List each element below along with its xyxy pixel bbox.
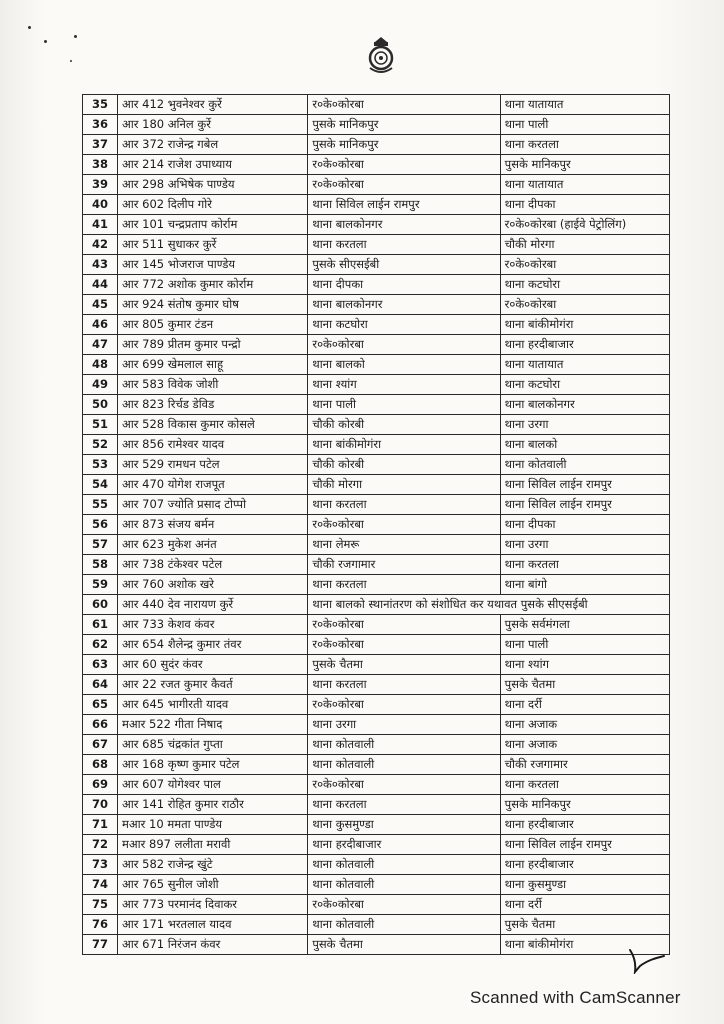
table-row [83,315,670,335]
employee-name: आर 298 अभिषेक पाण्डेय [118,175,308,195]
table-row [83,255,670,275]
table-row [83,575,670,595]
table-row [83,455,670,475]
current-posting: चौकी कोरबी [308,455,500,475]
serial-number: 49 [83,375,118,395]
serial-number: 72 [83,835,118,855]
table-row [83,235,670,255]
current-posting: थाना करतला [308,675,500,695]
employee-name: आर 22 रजत कुमार कैवर्त [118,675,308,695]
table-row [83,135,670,155]
scan-speck [74,35,77,38]
employee-name: आर 685 चंद्रकांत गुप्ता [118,735,308,755]
new-posting: थाना उरगा [500,415,669,435]
current-posting: र०के०कोरबा [308,695,500,715]
employee-name: आर 805 कुमार टंडन [118,315,308,335]
table-row [83,155,670,175]
current-posting: थाना कोतवाली [308,755,500,775]
current-posting: थाना कोतवाली [308,875,500,895]
new-posting: पुसके चैतमा [500,915,669,935]
serial-number: 70 [83,795,118,815]
serial-number: 54 [83,475,118,495]
employee-name: आर 765 सुनील जोशी [118,875,308,895]
new-posting: थाना कटघोरा [500,275,669,295]
employee-name: आर 789 प्रीतम कुमार पन्द्रो [118,335,308,355]
table-row [83,115,670,135]
table-row [83,795,670,815]
table-row [83,195,670,215]
table-row [83,935,670,955]
table-row [83,595,670,615]
current-posting: र०के०कोरबा [308,615,500,635]
employee-name: आर 607 योगेश्वर पाल [118,775,308,795]
current-posting: र०के०कोरबा [308,515,500,535]
serial-number: 51 [83,415,118,435]
current-posting: र०के०कोरबा [308,335,500,355]
serial-number: 53 [83,455,118,475]
employee-name: आर 707 ज्योति प्रसाद टोप्पो [118,495,308,515]
current-posting: पुसके सीएसईबी [308,255,500,275]
current-posting: पुसके चैतमा [308,655,500,675]
serial-number: 38 [83,155,118,175]
new-posting: थाना हरदीबाजार [500,855,669,875]
current-posting: थाना करतला [308,795,500,815]
new-posting: थाना हरदीबाजार [500,815,669,835]
new-posting: पुसके मानिकपुर [500,795,669,815]
table-row [83,415,670,435]
employee-name: आर 823 रिर्चड डेविड [118,395,308,415]
serial-number: 41 [83,215,118,235]
transfer-list-table [82,94,670,955]
new-posting: थाना बांकीमोगंरा [500,935,669,955]
serial-number: 64 [83,675,118,695]
employee-name: आर 145 भोजराज पाण्डेय [118,255,308,275]
serial-number: 71 [83,815,118,835]
new-posting: थाना यातायात [500,95,669,115]
employee-name: आर 528 विकास कुमार कोसले [118,415,308,435]
employee-name: आर 671 निरंजन कंवर [118,935,308,955]
current-posting: र०के०कोरबा [308,635,500,655]
new-posting: चौकी रजगामार [500,755,669,775]
current-posting: थाना पाली [308,395,500,415]
employee-name: आर 412 भुवनेश्वर कुर्रे [118,95,308,115]
police-emblem-icon [364,36,398,76]
new-posting: थाना बालकोनगर [500,395,669,415]
table-row [83,495,670,515]
employee-name: आर 602 दिलीप गोरे [118,195,308,215]
new-posting: थाना यातायात [500,175,669,195]
new-posting: थाना दर्री [500,695,669,715]
employee-name: आर 623 मुकेश अनंत [118,535,308,555]
table-row [83,815,670,835]
current-posting: पुसके मानिकपुर [308,135,500,155]
scan-speck [28,26,31,29]
table-row [83,275,670,295]
table-row [83,635,670,655]
employee-name: आर 214 राजेश उपाध्याय [118,155,308,175]
current-posting: र०के०कोरबा [308,95,500,115]
serial-number: 74 [83,875,118,895]
new-posting: थाना कटघोरा [500,375,669,395]
new-posting: थाना बालको [500,435,669,455]
new-posting: थाना करतला [500,775,669,795]
current-posting: चौकी रजगामार [308,555,500,575]
new-posting: थाना कुसमुण्डा [500,875,669,895]
new-posting: थाना उरगा [500,535,669,555]
serial-number: 58 [83,555,118,575]
new-posting: थाना सिविल लाईन रामपुर [500,475,669,495]
employee-name: आर 141 रोहित कुमार राठौर [118,795,308,815]
serial-number: 37 [83,135,118,155]
serial-number: 69 [83,775,118,795]
employee-name: आर 738 टंकेश्वर पटेल [118,555,308,575]
current-posting: चौकी कोरबी [308,415,500,435]
employee-name: आर 856 रामेश्वर यादव [118,435,308,455]
table-row [83,535,670,555]
serial-number: 55 [83,495,118,515]
employee-name: आर 772 अशोक कुमार कोर्राम [118,275,308,295]
new-posting: पुसके चैतमा [500,675,669,695]
serial-number: 76 [83,915,118,935]
serial-number: 61 [83,615,118,635]
serial-number: 73 [83,855,118,875]
current-posting: थाना श्यांग [308,375,500,395]
table-row [83,875,670,895]
current-posting: थाना कोतवाली [308,735,500,755]
serial-number: 66 [83,715,118,735]
employee-name: आर 440 देव नारायण कुर्रे [118,595,308,615]
table-row [83,855,670,875]
employee-name: आर 760 अशोक खरे [118,575,308,595]
scanner-watermark: Scanned with CamScanner [470,988,681,1007]
new-posting: थाना करतला [500,135,669,155]
serial-number: 45 [83,295,118,315]
serial-number: 42 [83,235,118,255]
employee-name: आर 654 शैलेन्द्र कुमार तंवर [118,635,308,655]
serial-number: 36 [83,115,118,135]
serial-number: 56 [83,515,118,535]
signature-mark [626,946,666,974]
new-posting: र०के०कोरबा [500,295,669,315]
table-row [83,735,670,755]
new-posting: थाना यातायात [500,355,669,375]
new-posting: थाना अजाक [500,715,669,735]
new-posting: थाना सिविल लाईन रामपुर [500,495,669,515]
new-posting: र०के०कोरबा [500,255,669,275]
scan-speck [70,60,72,62]
serial-number: 50 [83,395,118,415]
new-posting: थाना दीपका [500,515,669,535]
employee-name: आर 168 कृष्ण कुमार पटेल [118,755,308,775]
new-posting: थाना बांकीमोगंरा [500,315,669,335]
current-posting: र०के०कोरबा [308,895,500,915]
employee-name: आर 773 परमानंद दिवाकर [118,895,308,915]
table-row [83,675,670,695]
serial-number: 67 [83,735,118,755]
employee-name: आर 582 राजेन्द्र खुंटे [118,855,308,875]
new-posting: थाना करतला [500,555,669,575]
table-row [83,355,670,375]
new-posting: थाना पाली [500,115,669,135]
employee-name: आर 180 अनिल कुर्रे [118,115,308,135]
table-row [83,895,670,915]
table-row [83,335,670,355]
current-posting: थाना करतला [308,235,500,255]
current-posting: थाना दीपका [308,275,500,295]
current-posting: थाना करतला [308,575,500,595]
table-row [83,375,670,395]
current-posting: र०के०कोरबा [308,155,500,175]
table-row [83,435,670,455]
employee-name: आर 924 संतोष कुमार घोष [118,295,308,315]
employee-name: आर 60 सुदंर कंवर [118,655,308,675]
serial-number: 59 [83,575,118,595]
table-row [83,295,670,315]
current-posting: थाना करतला [308,495,500,515]
new-posting: चौकी मोरगा [500,235,669,255]
serial-number: 46 [83,315,118,335]
new-posting: थाना कोतवाली [500,455,669,475]
employee-name: मआर 897 ललीता मरावी [118,835,308,855]
current-posting: थाना कोतवाली [308,855,500,875]
employee-name: आर 699 खेमलाल साहू [118,355,308,375]
new-posting: थाना हरदीबाजार [500,335,669,355]
employee-name: आर 583 विवेक जोशी [118,375,308,395]
serial-number: 39 [83,175,118,195]
table-row [83,395,670,415]
new-posting: थाना पाली [500,635,669,655]
new-posting: र०के०कोरबा (हाईवे पेट्रोलिंग) [500,215,669,235]
serial-number: 35 [83,95,118,115]
current-posting: थाना कुसमुण्डा [308,815,500,835]
current-posting: थाना सिविल लाईन रामपुर [308,195,500,215]
current-posting: र०के०कोरबा [308,175,500,195]
table-row [83,655,670,675]
new-posting: थाना सिविल लाईन रामपुर [500,835,669,855]
current-posting: थाना बालको [308,355,500,375]
new-posting: पुसके सर्वमंगला [500,615,669,635]
table-row [83,95,670,115]
serial-number: 57 [83,535,118,555]
transfer-note: थाना बालको स्थानांतरण को संशोधित कर यथावत पुसके सीएसईबी [308,595,670,615]
employee-name: आर 733 केशव कंवर [118,615,308,635]
current-posting: पुसके चैतमा [308,935,500,955]
serial-number: 48 [83,355,118,375]
current-posting: थाना बालकोनगर [308,215,500,235]
employee-name: मआर 522 गीता निषाद [118,715,308,735]
serial-number: 62 [83,635,118,655]
current-posting: र०के०कोरबा [308,775,500,795]
table-row [83,515,670,535]
table-row [83,835,670,855]
employee-name: आर 171 भरतलाल यादव [118,915,308,935]
employee-name: मआर 10 ममता पाण्डेय [118,815,308,835]
table-row [83,755,670,775]
current-posting: थाना कटघोरा [308,315,500,335]
current-posting: थाना उरगा [308,715,500,735]
table-row [83,475,670,495]
current-posting: थाना कोतवाली [308,915,500,935]
new-posting: थाना दर्री [500,895,669,915]
scan-speck [44,40,47,43]
table-row [83,695,670,715]
employee-name: आर 372 राजेन्द्र गबेल [118,135,308,155]
table-row [83,775,670,795]
serial-number: 47 [83,335,118,355]
serial-number: 68 [83,755,118,775]
serial-number: 40 [83,195,118,215]
employee-name: आर 101 चन्द्रप्रताप कोर्राम [118,215,308,235]
new-posting: थाना दीपका [500,195,669,215]
current-posting: थाना लेमरू [308,535,500,555]
employee-name: आर 511 सुधाकर कुर्रे [118,235,308,255]
serial-number: 52 [83,435,118,455]
employee-name: आर 470 योगेश राजपूत [118,475,308,495]
serial-number: 43 [83,255,118,275]
serial-number: 44 [83,275,118,295]
table-row [83,175,670,195]
serial-number: 77 [83,935,118,955]
new-posting: थाना अजाक [500,735,669,755]
current-posting: चौकी मोरगा [308,475,500,495]
current-posting: थाना बालकोनगर [308,295,500,315]
current-posting: थाना हरदीबाजार [308,835,500,855]
new-posting: थाना बांगो [500,575,669,595]
serial-number: 63 [83,655,118,675]
serial-number: 65 [83,695,118,715]
table-row [83,915,670,935]
current-posting: थाना बांकीमोगंरा [308,435,500,455]
table-row [83,215,670,235]
new-posting: पुसके मानिकपुर [500,155,669,175]
table-row [83,555,670,575]
table-row [83,715,670,735]
new-posting: थाना श्यांग [500,655,669,675]
transfer-list-body [83,95,670,955]
current-posting: पुसके मानिकपुर [308,115,500,135]
serial-number: 60 [83,595,118,615]
employee-name: आर 873 संजय बर्मन [118,515,308,535]
table-row [83,615,670,635]
serial-number: 75 [83,895,118,915]
employee-name: आर 529 रामधन पटेल [118,455,308,475]
employee-name: आर 645 भागीरती यादव [118,695,308,715]
